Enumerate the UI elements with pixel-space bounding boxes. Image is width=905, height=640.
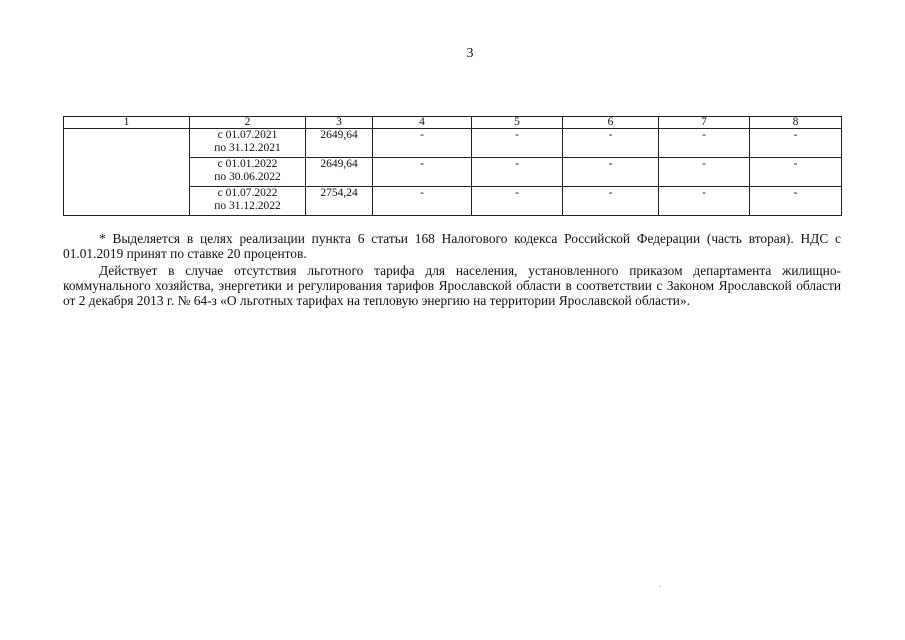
column-header: 1 — [64, 117, 190, 129]
column-header: 5 — [472, 117, 563, 129]
empty-value-cell: - — [659, 158, 750, 187]
period-start: с 01.01.2022 — [217, 158, 278, 170]
empty-value-cell: - — [472, 129, 563, 158]
price-cell: 2649,64 — [306, 129, 373, 158]
empty-value-cell: - — [472, 187, 563, 216]
table-header-row — [64, 117, 842, 129]
empty-value-cell: - — [373, 187, 472, 216]
tariff-table — [63, 116, 842, 216]
empty-value-cell: - — [750, 158, 842, 187]
empty-value-cell: - — [750, 129, 842, 158]
period-cell — [190, 129, 306, 158]
column-header: 7 — [659, 117, 750, 129]
period-end: по 31.12.2021 — [214, 142, 281, 154]
period-start: с 01.07.2022 — [217, 187, 278, 199]
price-cell: 2754,24 — [306, 187, 373, 216]
table-row — [64, 129, 842, 158]
empty-value-cell: - — [563, 187, 659, 216]
column-header: 2 — [190, 117, 306, 129]
price-cell: 2649,64 — [306, 158, 373, 187]
empty-value-cell: - — [563, 158, 659, 187]
period-end: по 31.12.2022 — [214, 200, 281, 212]
empty-value-cell: - — [373, 158, 472, 187]
vat-footnote: * Выделяется в целях реализации пункта 6 статьи 168 Налогового кодекса Российской Федерации (часть вторая). НДС с 01.01.2019 принят по ставке 20 процентов. — [63, 231, 841, 261]
empty-value-cell: - — [750, 187, 842, 216]
period-cell — [190, 187, 306, 216]
column-header: 4 — [373, 117, 472, 129]
merged-empty-cell — [64, 129, 190, 216]
empty-value-cell: - — [563, 129, 659, 158]
period-end: по 30.06.2022 — [214, 171, 281, 183]
period-cell — [190, 158, 306, 187]
empty-value-cell: - — [659, 129, 750, 158]
column-header: 3 — [306, 117, 373, 129]
applicability-note: Действует в случае отсутствия льготного тарифа для населения, установленного приказом департамента жилищно-коммунального хозяйства, энергетики и регулирования тарифов Ярославской области в соответствии с Законом Ярославской области от 2 декабря 2013 г. № 64-з «О льготных тарифах на тепловую энергию на территории Ярославской области». — [63, 263, 841, 308]
empty-value-cell: - — [373, 129, 472, 158]
column-header: 6 — [563, 117, 659, 129]
empty-value-cell: - — [472, 158, 563, 187]
column-header: 8 — [750, 117, 842, 129]
empty-value-cell: - — [659, 187, 750, 216]
period-start: с 01.07.2021 — [217, 129, 278, 141]
notes-section — [63, 231, 841, 308]
page-number: 3 — [466, 46, 474, 61]
scan-speck — [660, 586, 661, 587]
